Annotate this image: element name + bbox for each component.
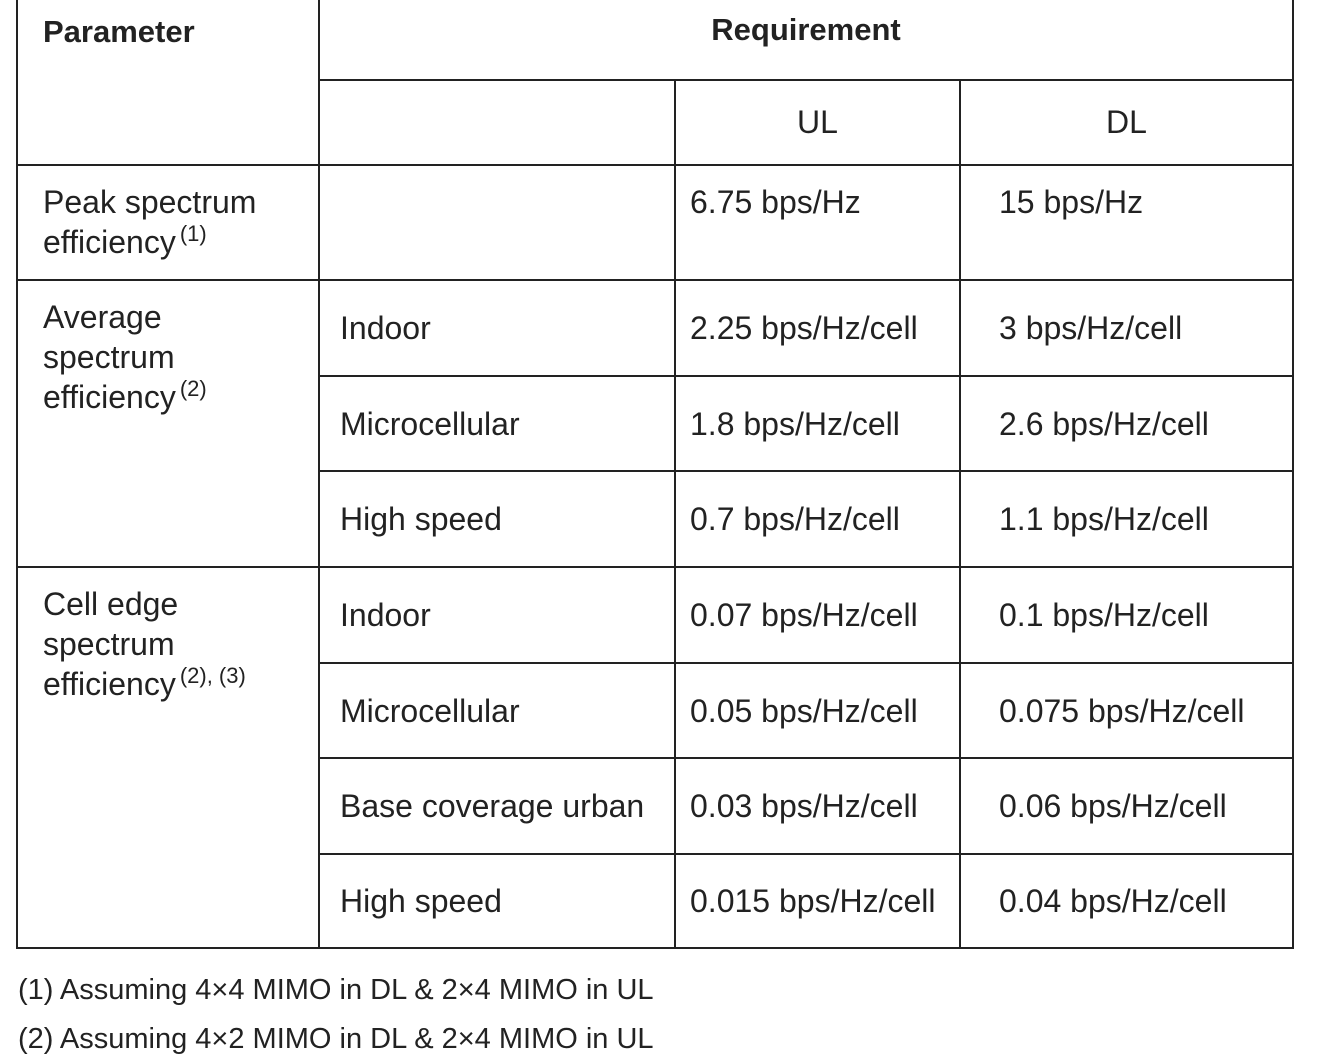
dl-value: 2.6 bps/Hz/cell bbox=[960, 376, 1293, 471]
requirements-table bbox=[16, 0, 1294, 949]
ul-value: 2.25 bps/Hz/cell bbox=[675, 280, 960, 376]
param-edge-word: efficiency bbox=[43, 666, 176, 702]
ul-value: 0.05 bps/Hz/cell bbox=[675, 663, 960, 758]
dl-value: 1.1 bps/Hz/cell bbox=[960, 471, 1293, 567]
param-average-line2: spectrum bbox=[43, 339, 175, 375]
ul-value: 0.7 bps/Hz/cell bbox=[675, 471, 960, 567]
footnote-1: (1) Assuming 4×4 MIMO in DL & 2×4 MIMO in UL bbox=[18, 974, 654, 1006]
header-requirement: Requirement bbox=[319, 0, 1293, 80]
env-empty-cell bbox=[319, 165, 675, 280]
footnote-ref: (1) bbox=[179, 221, 207, 246]
header-empty-cell bbox=[319, 80, 675, 165]
param-average bbox=[17, 280, 319, 567]
footnote-ref: (2) bbox=[179, 376, 207, 401]
env-cell: High speed bbox=[319, 854, 675, 948]
param-peak-word: efficiency bbox=[43, 224, 176, 260]
param-average-line1: Average bbox=[43, 299, 162, 335]
ul-value: 0.015 bps/Hz/cell bbox=[675, 854, 960, 948]
param-cell-edge bbox=[17, 567, 319, 948]
footnote-2: (2) Assuming 4×2 MIMO in DL & 2×4 MIMO in UL bbox=[18, 1023, 654, 1055]
param-edge-line3 bbox=[43, 664, 318, 704]
param-peak bbox=[17, 165, 319, 280]
peak-ul-value: 6.75 bps/Hz bbox=[675, 165, 960, 280]
ul-value: 1.8 bps/Hz/cell bbox=[675, 376, 960, 471]
dl-value: 3 bps/Hz/cell bbox=[960, 280, 1293, 376]
env-cell: Microcellular bbox=[319, 663, 675, 758]
dl-value: 0.06 bps/Hz/cell bbox=[960, 758, 1293, 854]
env-cell: Base coverage urban bbox=[319, 758, 675, 854]
param-peak-line1: Peak spectrum bbox=[43, 184, 257, 220]
footnote-ref: (2), (3) bbox=[179, 663, 246, 688]
ul-value: 0.03 bps/Hz/cell bbox=[675, 758, 960, 854]
header-parameter: Parameter bbox=[17, 0, 319, 165]
env-cell: High speed bbox=[319, 471, 675, 567]
ul-value: 0.07 bps/Hz/cell bbox=[675, 567, 960, 663]
param-edge-line1: Cell edge bbox=[43, 586, 179, 622]
dl-value: 0.04 bps/Hz/cell bbox=[960, 854, 1293, 948]
header-ul: UL bbox=[675, 80, 960, 165]
env-cell: Microcellular bbox=[319, 376, 675, 471]
footnotes bbox=[18, 966, 654, 1064]
env-cell: Indoor bbox=[319, 280, 675, 376]
param-average-line3 bbox=[43, 377, 318, 417]
param-edge-line2: spectrum bbox=[43, 626, 175, 662]
param-peak-line2 bbox=[43, 222, 318, 262]
param-average-word: efficiency bbox=[43, 379, 176, 415]
env-cell: Indoor bbox=[319, 567, 675, 663]
dl-value: 0.075 bps/Hz/cell bbox=[960, 663, 1293, 758]
dl-value: 0.1 bps/Hz/cell bbox=[960, 567, 1293, 663]
peak-dl-value: 15 bps/Hz bbox=[960, 165, 1293, 280]
header-dl: DL bbox=[960, 80, 1293, 165]
